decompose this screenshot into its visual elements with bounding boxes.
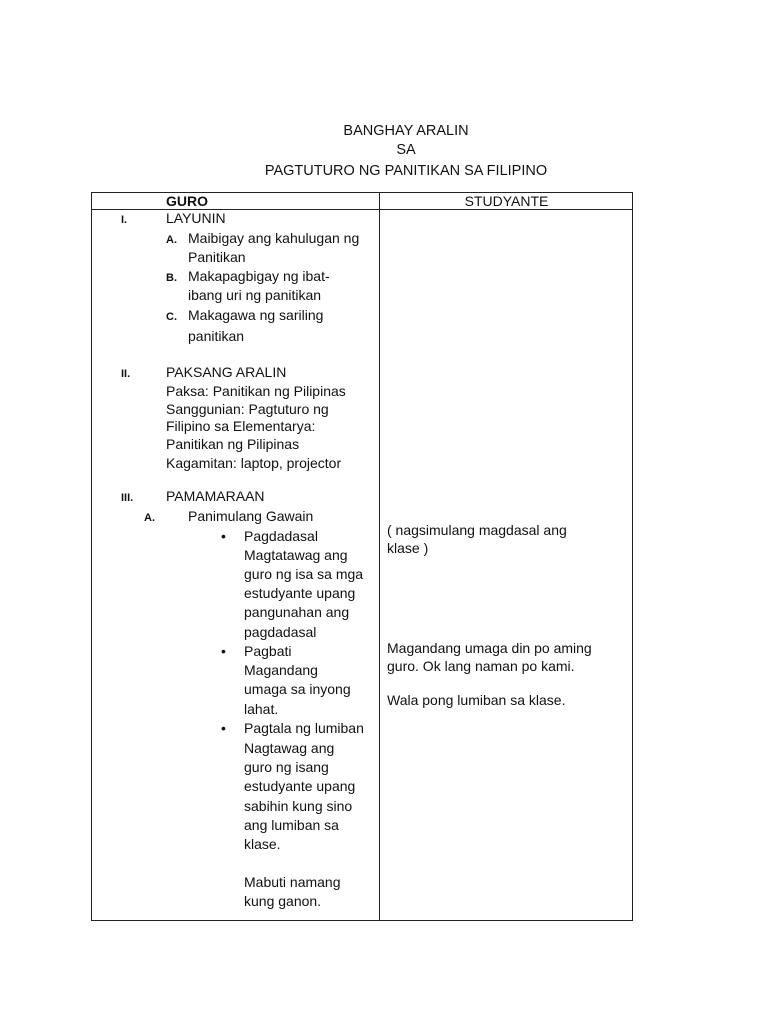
sanggunian-line-3: Panitikan ng Pilipinas bbox=[166, 436, 300, 452]
bullet-2-line-3: umaga sa inyong bbox=[244, 681, 351, 697]
header-guro: GURO bbox=[166, 193, 208, 209]
student-prayer-line-1: ( nagsimulang magdasal ang bbox=[387, 522, 567, 538]
bullet-2-line-4: lahat. bbox=[244, 701, 279, 717]
bullet-2-glyph: • bbox=[221, 643, 226, 659]
bullet-3-line-7: klase. bbox=[244, 836, 281, 852]
section-3-numeral: III. bbox=[121, 492, 134, 504]
bullet-1-line-5: pangunahan ang bbox=[244, 604, 350, 620]
student-greeting-line-2: guro. Ok lang naman po kami. bbox=[387, 658, 575, 674]
bullet-3-line-6: ang lumiban sa bbox=[244, 817, 339, 833]
column-divider bbox=[379, 192, 380, 921]
student-prayer-line-2: klase ) bbox=[387, 540, 429, 556]
title-line-2: SA bbox=[396, 142, 416, 158]
bullet-2-line-2: Magandang bbox=[244, 662, 318, 678]
bullet-1-line-3: guro ng isa sa mga bbox=[244, 566, 364, 582]
paksa-line: Paksa: Panitikan ng Pilipinas bbox=[166, 383, 346, 399]
bullet-1-line-6: pagdadasal bbox=[244, 624, 317, 640]
section-1-numeral: I. bbox=[121, 214, 128, 226]
section-2-numeral: II. bbox=[121, 368, 131, 380]
objective-c-letter: C. bbox=[166, 311, 177, 323]
bullet-1-line-4: estudyante upang bbox=[244, 585, 356, 601]
kagamitan-line: Kagamitan: laptop, projector bbox=[166, 455, 342, 471]
objective-a-line-1: Maibigay ang kahulugan ng bbox=[188, 230, 360, 246]
student-absence-line: Wala pong lumiban sa klase. bbox=[387, 692, 566, 708]
bullet-3-line-3: guro ng isang bbox=[244, 759, 329, 775]
closing-line-1: Mabuti namang bbox=[244, 874, 341, 890]
section-3-heading: PAMAMARAAN bbox=[166, 488, 265, 504]
sanggunian-line-1: Sanggunian: Pagtuturo ng bbox=[166, 401, 329, 417]
objective-b-letter: B. bbox=[166, 272, 177, 284]
objective-a-line-2: Panitikan bbox=[188, 249, 246, 265]
bullet-1-glyph: • bbox=[221, 528, 226, 544]
bullet-3-line-2: Nagtawag ang bbox=[244, 740, 335, 756]
subsection-a-letter: A. bbox=[144, 512, 155, 524]
lesson-plan-table bbox=[91, 192, 633, 921]
objective-b-line-1: Makapagbigay ng ibat- bbox=[188, 268, 330, 284]
section-2-heading: PAKSANG ARALIN bbox=[166, 364, 287, 380]
bullet-1-line-1: Pagdadasal bbox=[244, 528, 318, 544]
objective-c-line-2: panitikan bbox=[188, 328, 245, 344]
bullet-3-glyph: • bbox=[221, 720, 226, 736]
bullet-3-line-5: sabihin kung sino bbox=[244, 798, 353, 814]
objective-b-line-2: ibang uri ng panitikan bbox=[188, 287, 322, 303]
title-line-3: PAGTUTURO NG PANITIKAN SA FILIPINO bbox=[264, 163, 548, 179]
bullet-3-line-4: estudyante upang bbox=[244, 778, 356, 794]
bullet-2-line-1: Pagbati bbox=[244, 643, 292, 659]
title-line-1: BANGHAY ARALIN bbox=[343, 123, 469, 139]
header-studyante: STUDYANTE bbox=[464, 193, 549, 209]
bullet-3-line-1: Pagtala ng lumiban bbox=[244, 720, 364, 736]
student-greeting-line-1: Magandang umaga din po aming bbox=[387, 640, 592, 656]
subsection-a-heading: Panimulang Gawain bbox=[188, 508, 314, 524]
closing-line-2: kung ganon. bbox=[244, 893, 322, 909]
sanggunian-line-2: Filipino sa Elementarya: bbox=[166, 418, 316, 434]
section-1-heading: LAYUNIN bbox=[166, 210, 226, 226]
bullet-1-line-2: Magtatawag ang bbox=[244, 547, 348, 563]
objective-a-letter: A. bbox=[166, 234, 177, 246]
objective-c-line-1: Makagawa ng sariling bbox=[188, 307, 324, 323]
